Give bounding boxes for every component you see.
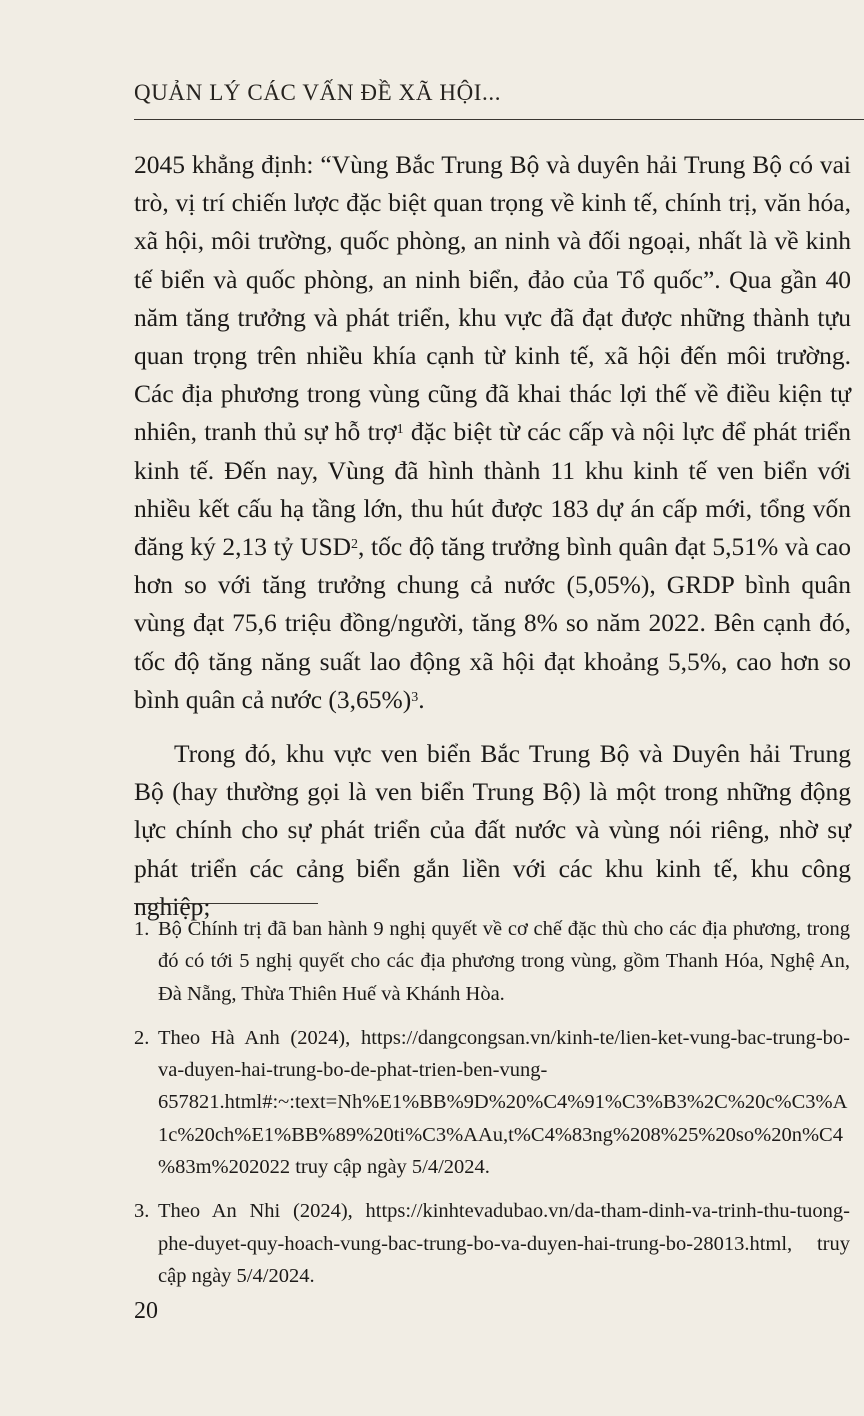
page-number: 20 bbox=[134, 1298, 158, 1324]
footnote-2 bbox=[134, 1022, 850, 1183]
footnote-text: Bộ Chính trị đã ban hành 9 nghị quyết về cơ chế đặc thù cho các địa phương, trong đó có tới 5 nghị quyết cho các địa phương trong vùng, gồm Thanh Hóa, Nghệ An, Đà Nẵng, Thừa Thiên Huế và Khánh Hòa. bbox=[158, 918, 850, 1005]
footnote-number: 3. bbox=[134, 1200, 150, 1223]
footnote-ref-1: 1 bbox=[396, 422, 404, 438]
paragraph-1-part-b: đặc biệt từ các cấp và nội lực để phát triển kinh tế. Đến nay, Vùng đã hình thành 11 khu kinh tế ven biển với nhiều kết cấu hạ tầng lớn, thu hút được 183 dự án cấp mới, tổng vốn đăng ký 2,13 tỷ USD bbox=[134, 417, 851, 562]
footnote-number: 1. bbox=[134, 918, 150, 940]
footnotes bbox=[134, 913, 850, 1304]
footnote-3 bbox=[134, 1195, 850, 1292]
main-text bbox=[134, 146, 851, 926]
footnote-1 bbox=[134, 913, 850, 1010]
paragraph-2: Trong đó, khu vực ven biển Bắc Trung Bộ và Duyên hải Trung Bộ (hay thường gọi là ven biển Trung Bộ) là một trong những động lực chính cho sự phát triển của đất nước và vùng nói riêng, nhờ sự phát triển các cảng biển gắn liền với các khu kinh tế, khu công nghiệp; bbox=[134, 739, 851, 921]
footnote-ref-3: 3 bbox=[411, 689, 419, 705]
paragraph-1-part-a: 2045 khẳng định: “Vùng Bắc Trung Bộ và duyên hải Trung Bộ có vai trò, vị trí chiến lược đặc biệt quan trọng về kinh tế, chính trị, văn hóa, xã hội, môi trường, quốc phòng, an ninh và đối ngoại, nhất là về kinh tế biển và quốc phòng, an ninh biển, đảo của Tổ quốc”. Qua gần 40 năm tăng trưởng và phát triển, khu vực đã đạt được những thành tựu quan trọng trên nhiều khía cạnh từ kinh tế, xã hội đến môi trường. Các địa phương trong vùng cũng đã khai thác lợi thế về điều kiện tự nhiên, tranh thủ sự hỗ trợ bbox=[134, 150, 851, 447]
footnote-text: Theo An Nhi (2024), https://kinhtevadubao.vn/da-tham-dinh-va-trinh-thu-tuong-phe-duyet-quy-hoach-vung-bac-trung-bo-va-duyen-hai-trung-bo-28013.html, truy cập ngày 5/4/2024. bbox=[158, 1200, 850, 1287]
paragraph-1 bbox=[134, 146, 851, 719]
paragraph-1-part-c: , tốc độ tăng trưởng bình quân đạt 5,51% và cao hơn so với tăng trưởng chung cả nước (5,05%), GRDP bình quân vùng đạt 75,6 triệu đồng/người, tăng 8% so năm 2022. Bên cạnh đó, tốc độ tăng năng suất lao động xã hội đạt khoảng 5,5%, cao hơn so bình quân cả nước (3,65%) bbox=[134, 532, 851, 714]
footnote-text: Theo Hà Anh (2024), https://dangcongsan.vn/kinh-te/lien-ket-vung-bac-trung-bo-va-duyen-hai-trung-bo-de-phat-trien-ben-vung-657821.html#:~:text=Nh%E1%BB%9D%20%C4%91%C3%B3%2C%20c%C3%A1c%20ch%E1%BB%89%20ti%C3%AAu,t%C4%83ng%208%25%20so%20n%C4%83m%202022 truy cập ngày 5/4/2024. bbox=[158, 1026, 850, 1179]
paragraph-1-part-d: . bbox=[418, 684, 425, 714]
running-header: QUẢN LÝ CÁC VẤN ĐỀ XÃ HỘI... bbox=[134, 80, 502, 105]
header-divider bbox=[134, 119, 864, 120]
footnote-ref-2: 2 bbox=[351, 537, 359, 553]
footnote-divider bbox=[134, 903, 318, 904]
footnote-number: 2. bbox=[134, 1026, 150, 1049]
